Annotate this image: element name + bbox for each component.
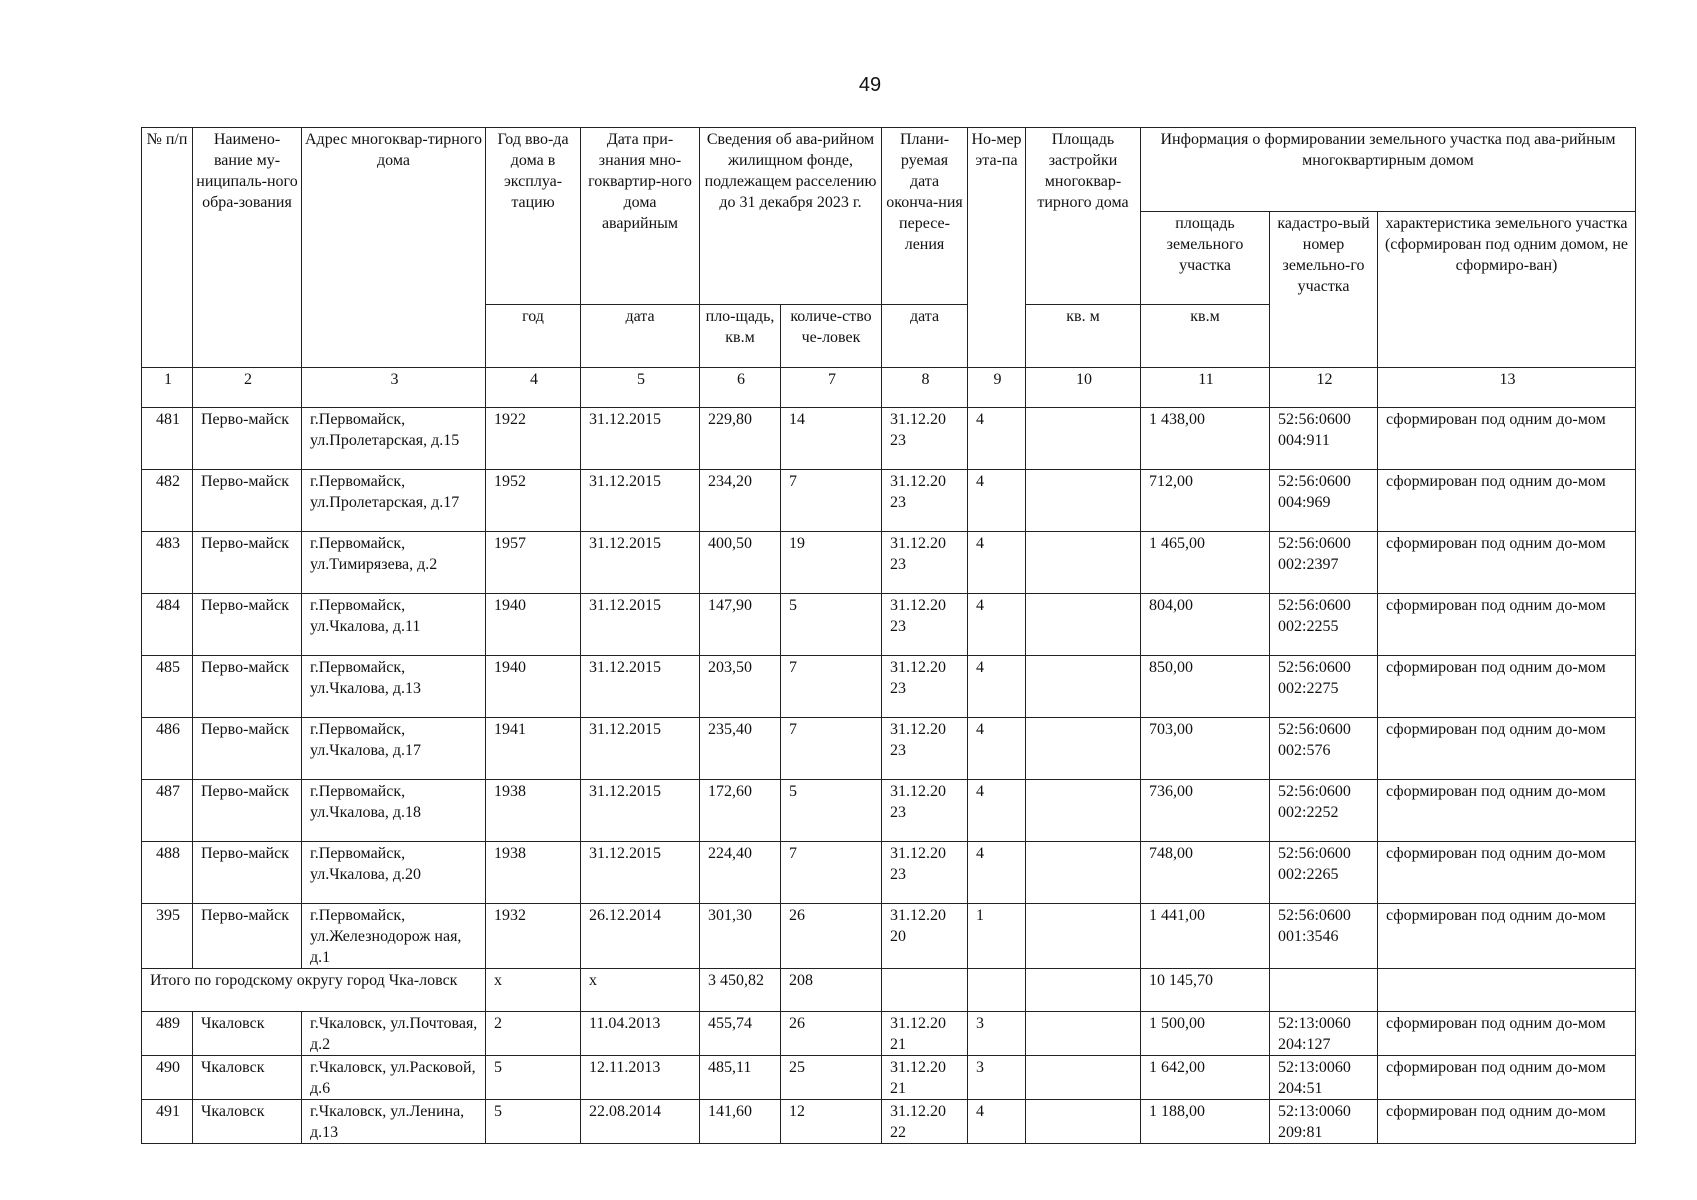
cadastral-number-cell: 52:56:0600 002:576 (1270, 718, 1378, 780)
header-land-characteristic: характеристика земельного участка (сформирован под одним домом, не сформиро-ван) (1378, 212, 1636, 368)
column-number: 8 (882, 368, 968, 408)
land-area-cell: 1 441,00 (1141, 904, 1270, 969)
municipality-cell: Перво-майск (193, 470, 302, 532)
cadastral-number-cell: 52:56:0600 002:2397 (1270, 532, 1378, 594)
resident-count-cell: 25 (781, 1056, 882, 1100)
column-number: 3 (302, 368, 486, 408)
stage-number-cell: 4 (968, 470, 1026, 532)
header-planned-date: Плани-руемая дата оконча-ния пересе-ления (882, 128, 968, 305)
header-land-area: площадь земельного участка (1141, 212, 1270, 305)
recognition-date-cell: 22.08.2014 (581, 1100, 700, 1144)
table-row (142, 1100, 1636, 1144)
land-area-cell: 748,00 (1141, 842, 1270, 904)
dwelling-area-cell: 141,60 (700, 1100, 781, 1144)
dwelling-area-cell: 301,30 (700, 904, 781, 969)
header-building-area: Площадь застройки многоквар-тирного дома (1026, 128, 1141, 305)
total-empty-cell (1026, 969, 1141, 1012)
building-area-cell (1026, 470, 1141, 532)
recognition-date-cell: 12.11.2013 (581, 1056, 700, 1100)
building-area-cell (1026, 718, 1141, 780)
commission-year-cell: 1952 (486, 470, 581, 532)
dwelling-area-cell: 172,60 (700, 780, 781, 842)
recognition-date-cell: 31.12.2015 (581, 656, 700, 718)
cadastral-number-cell: 52:56:0600 002:2275 (1270, 656, 1378, 718)
municipality-cell: Чкаловск (193, 1100, 302, 1144)
total-land-cell: 10 145,70 (1141, 969, 1270, 1012)
stage-number-cell: 4 (968, 532, 1026, 594)
address-cell: г.Первомайск, ул.Чкалова, д.20 (302, 842, 486, 904)
resident-count-cell: 26 (781, 1012, 882, 1056)
table-row (142, 904, 1636, 969)
row-number-cell: 490 (142, 1056, 193, 1100)
building-area-cell (1026, 904, 1141, 969)
planned-end-date-cell: 31.12.20 21 (882, 1056, 968, 1100)
building-area-cell (1026, 1056, 1141, 1100)
header-recognition-date: Дата при-знания мно-гоквартир-ного дома аварийным (581, 128, 700, 305)
land-characteristic-cell: сформирован под одним до-мом (1378, 1056, 1636, 1100)
row-number-cell: 487 (142, 780, 193, 842)
resident-count-cell: 7 (781, 842, 882, 904)
unit-sq-m: кв. м (1026, 305, 1141, 368)
header-commission-year: Год вво-да дома в эксплуа-тацию (486, 128, 581, 305)
municipality-cell: Перво-майск (193, 594, 302, 656)
column-number: 12 (1270, 368, 1378, 408)
table-row (142, 1056, 1636, 1100)
header-address: Адрес многоквар-тирного дома (302, 128, 486, 368)
total-people-cell: 208 (781, 969, 882, 1012)
municipality-cell: Перво-майск (193, 718, 302, 780)
column-number: 9 (968, 368, 1026, 408)
table-row (142, 470, 1636, 532)
cadastral-number-cell: 52:56:0600 002:2265 (1270, 842, 1378, 904)
stage-number-cell: 4 (968, 718, 1026, 780)
total-date-cell: х (581, 969, 700, 1012)
commission-year-cell: 1938 (486, 842, 581, 904)
building-area-cell (1026, 780, 1141, 842)
address-cell: г.Первомайск, ул.Чкалова, д.18 (302, 780, 486, 842)
table-row (142, 780, 1636, 842)
resident-count-cell: 14 (781, 408, 882, 470)
table-row (142, 718, 1636, 780)
header-emergency-fund: Сведения об ава-рийном жилищном фонде, подлежащем расселению до 31 декабря 2023 г. (700, 128, 882, 305)
stage-number-cell: 4 (968, 780, 1026, 842)
municipality-cell: Перво-майск (193, 408, 302, 470)
total-area-cell: 3 450,82 (700, 969, 781, 1012)
commission-year-cell: 1941 (486, 718, 581, 780)
land-characteristic-cell: сформирован под одним до-мом (1378, 594, 1636, 656)
address-cell: г.Чкаловск, ул.Почтовая, д.2 (302, 1012, 486, 1056)
dwelling-area-cell: 224,40 (700, 842, 781, 904)
column-number: 7 (781, 368, 882, 408)
stage-number-cell: 4 (968, 408, 1026, 470)
cadastral-number-cell: 52:56:0600 004:969 (1270, 470, 1378, 532)
resident-count-cell: 5 (781, 780, 882, 842)
address-cell: г.Первомайск, ул.Чкалова, д.17 (302, 718, 486, 780)
address-cell: г.Первомайск, ул.Чкалова, д.13 (302, 656, 486, 718)
address-cell: г.Первомайск, ул.Пролетарская, д.15 (302, 408, 486, 470)
header-stage: Но-мер эта-па (968, 128, 1026, 368)
commission-year-cell: 1922 (486, 408, 581, 470)
cadastral-number-cell: 52:56:0600 002:2252 (1270, 780, 1378, 842)
recognition-date-cell: 26.12.2014 (581, 904, 700, 969)
planned-end-date-cell: 31.12.20 23 (882, 470, 968, 532)
cadastral-number-cell: 52:56:0600 001:3546 (1270, 904, 1378, 969)
commission-year-cell: 1957 (486, 532, 581, 594)
commission-year-cell: 1940 (486, 656, 581, 718)
land-area-cell: 1 500,00 (1141, 1012, 1270, 1056)
municipality-cell: Перво-майск (193, 842, 302, 904)
header-municipality: Наимено-вание му-ниципаль-ного обра-зования (193, 128, 302, 368)
land-characteristic-cell: сформирован под одним до-мом (1378, 780, 1636, 842)
row-number-cell: 489 (142, 1012, 193, 1056)
recognition-date-cell: 31.12.2015 (581, 532, 700, 594)
resident-count-cell: 12 (781, 1100, 882, 1144)
row-number-cell: 482 (142, 470, 193, 532)
table-row (142, 656, 1636, 718)
planned-end-date-cell: 31.12.20 20 (882, 904, 968, 969)
column-number: 2 (193, 368, 302, 408)
building-area-cell (1026, 408, 1141, 470)
total-empty-cell (968, 969, 1026, 1012)
total-year-cell: х (486, 969, 581, 1012)
building-area-cell (1026, 1012, 1141, 1056)
stage-number-cell: 4 (968, 1100, 1026, 1144)
planned-end-date-cell: 31.12.20 21 (882, 1012, 968, 1056)
land-area-cell: 804,00 (1141, 594, 1270, 656)
column-number: 4 (486, 368, 581, 408)
dwelling-area-cell: 485,11 (700, 1056, 781, 1100)
unit-sq-m: кв.м (1141, 305, 1270, 368)
unit-year: год (486, 305, 581, 368)
land-area-cell: 1 465,00 (1141, 532, 1270, 594)
total-label-cell: Итого по городскому округу город Чка-ловск (142, 969, 486, 1012)
header-land-info: Информация о формировании земельного участка под ава-рийным многоквартирным домом (1141, 128, 1636, 212)
header-row-number: № п/п (142, 128, 193, 368)
planned-end-date-cell: 31.12.20 23 (882, 780, 968, 842)
address-cell: г.Чкаловск, ул.Расковой, д.6 (302, 1056, 486, 1100)
stage-number-cell: 4 (968, 842, 1026, 904)
page-number: 49 (858, 74, 882, 96)
building-area-cell (1026, 532, 1141, 594)
planned-end-date-cell: 31.12.20 23 (882, 718, 968, 780)
commission-year-cell: 1932 (486, 904, 581, 969)
address-cell: г.Первомайск, ул.Тимирязева, д.2 (302, 532, 486, 594)
stage-number-cell: 3 (968, 1012, 1026, 1056)
cadastral-number-cell: 52:13:0060 204:51 (1270, 1056, 1378, 1100)
recognition-date-cell: 31.12.2015 (581, 470, 700, 532)
row-number-cell: 483 (142, 532, 193, 594)
stage-number-cell: 3 (968, 1056, 1026, 1100)
resident-count-cell: 7 (781, 470, 882, 532)
emergency-housing-table (141, 127, 1636, 1144)
land-characteristic-cell: сформирован под одним до-мом (1378, 1012, 1636, 1056)
planned-end-date-cell: 31.12.20 23 (882, 408, 968, 470)
dwelling-area-cell: 147,90 (700, 594, 781, 656)
commission-year-cell: 5 (486, 1056, 581, 1100)
land-characteristic-cell: сформирован под одним до-мом (1378, 656, 1636, 718)
resident-count-cell: 5 (781, 594, 882, 656)
land-area-cell: 712,00 (1141, 470, 1270, 532)
row-number-cell: 484 (142, 594, 193, 656)
dwelling-area-cell: 235,40 (700, 718, 781, 780)
recognition-date-cell: 31.12.2015 (581, 408, 700, 470)
total-empty-cell (882, 969, 968, 1012)
municipality-cell: Перво-майск (193, 532, 302, 594)
commission-year-cell: 2 (486, 1012, 581, 1056)
building-area-cell (1026, 594, 1141, 656)
address-cell: г.Первомайск, ул.Пролетарская, д.17 (302, 470, 486, 532)
recognition-date-cell: 31.12.2015 (581, 780, 700, 842)
recognition-date-cell: 31.12.2015 (581, 594, 700, 656)
column-number: 13 (1378, 368, 1636, 408)
building-area-cell (1026, 842, 1141, 904)
dwelling-area-cell: 234,20 (700, 470, 781, 532)
dwelling-area-cell: 455,74 (700, 1012, 781, 1056)
cadastral-number-cell: 52:56:0600 002:2255 (1270, 594, 1378, 656)
total-empty-cell (1378, 969, 1636, 1012)
table-row (142, 594, 1636, 656)
address-cell: г.Первомайск, ул.Железнодорож ная, д.1 (302, 904, 486, 969)
land-characteristic-cell: сформирован под одним до-мом (1378, 718, 1636, 780)
commission-year-cell: 5 (486, 1100, 581, 1144)
stage-number-cell: 4 (968, 594, 1026, 656)
land-area-cell: 736,00 (1141, 780, 1270, 842)
dwelling-area-cell: 400,50 (700, 532, 781, 594)
land-area-cell: 850,00 (1141, 656, 1270, 718)
land-characteristic-cell: сформирован под одним до-мом (1378, 904, 1636, 969)
recognition-date-cell: 11.04.2013 (581, 1012, 700, 1056)
municipality-cell: Перво-майск (193, 656, 302, 718)
municipality-cell: Перво-майск (193, 780, 302, 842)
unit-area: пло-щадь, кв.м (700, 305, 781, 368)
building-area-cell (1026, 656, 1141, 718)
land-area-cell: 1 438,00 (1141, 408, 1270, 470)
total-row (142, 969, 1636, 1012)
recognition-date-cell: 31.12.2015 (581, 842, 700, 904)
planned-end-date-cell: 31.12.20 23 (882, 594, 968, 656)
municipality-cell: Чкаловск (193, 1012, 302, 1056)
dwelling-area-cell: 203,50 (700, 656, 781, 718)
resident-count-cell: 19 (781, 532, 882, 594)
column-number: 1 (142, 368, 193, 408)
land-characteristic-cell: сформирован под одним до-мом (1378, 842, 1636, 904)
cadastral-number-cell: 52:56:0600 004:911 (1270, 408, 1378, 470)
commission-year-cell: 1940 (486, 594, 581, 656)
table-row (142, 842, 1636, 904)
column-number: 6 (700, 368, 781, 408)
table-row (142, 408, 1636, 470)
row-number-cell: 395 (142, 904, 193, 969)
cadastral-number-cell: 52:13:0060 209:81 (1270, 1100, 1378, 1144)
commission-year-cell: 1938 (486, 780, 581, 842)
column-number: 5 (581, 368, 700, 408)
planned-end-date-cell: 31.12.20 23 (882, 842, 968, 904)
total-empty-cell (1270, 969, 1378, 1012)
planned-end-date-cell: 31.12.20 23 (882, 532, 968, 594)
unit-people: количе-ство че-ловек (781, 305, 882, 368)
column-number: 10 (1026, 368, 1141, 408)
land-area-cell: 1 642,00 (1141, 1056, 1270, 1100)
unit-date: дата (581, 305, 700, 368)
municipality-cell: Чкаловск (193, 1056, 302, 1100)
land-characteristic-cell: сформирован под одним до-мом (1378, 408, 1636, 470)
row-number-cell: 491 (142, 1100, 193, 1144)
row-number-cell: 485 (142, 656, 193, 718)
stage-number-cell: 4 (968, 656, 1026, 718)
row-number-cell: 486 (142, 718, 193, 780)
resident-count-cell: 7 (781, 656, 882, 718)
land-characteristic-cell: сформирован под одним до-мом (1378, 1100, 1636, 1144)
table-row (142, 532, 1636, 594)
address-cell: г.Первомайск, ул.Чкалова, д.11 (302, 594, 486, 656)
stage-number-cell: 1 (968, 904, 1026, 969)
resident-count-cell: 7 (781, 718, 882, 780)
header-cadastral-number: кадастро-вый номер земельно-го участка (1270, 212, 1378, 368)
planned-end-date-cell: 31.12.20 23 (882, 656, 968, 718)
planned-end-date-cell: 31.12.20 22 (882, 1100, 968, 1144)
land-area-cell: 703,00 (1141, 718, 1270, 780)
table-row (142, 1012, 1636, 1056)
dwelling-area-cell: 229,80 (700, 408, 781, 470)
column-numbers-row (142, 368, 1636, 408)
column-number: 11 (1141, 368, 1270, 408)
land-characteristic-cell: сформирован под одним до-мом (1378, 532, 1636, 594)
row-number-cell: 488 (142, 842, 193, 904)
row-number-cell: 481 (142, 408, 193, 470)
building-area-cell (1026, 1100, 1141, 1144)
municipality-cell: Перво-майск (193, 904, 302, 969)
land-characteristic-cell: сформирован под одним до-мом (1378, 470, 1636, 532)
cadastral-number-cell: 52:13:0060 204:127 (1270, 1012, 1378, 1056)
unit-date: дата (882, 305, 968, 368)
land-area-cell: 1 188,00 (1141, 1100, 1270, 1144)
address-cell: г.Чкаловск, ул.Ленина, д.13 (302, 1100, 486, 1144)
recognition-date-cell: 31.12.2015 (581, 718, 700, 780)
resident-count-cell: 26 (781, 904, 882, 969)
